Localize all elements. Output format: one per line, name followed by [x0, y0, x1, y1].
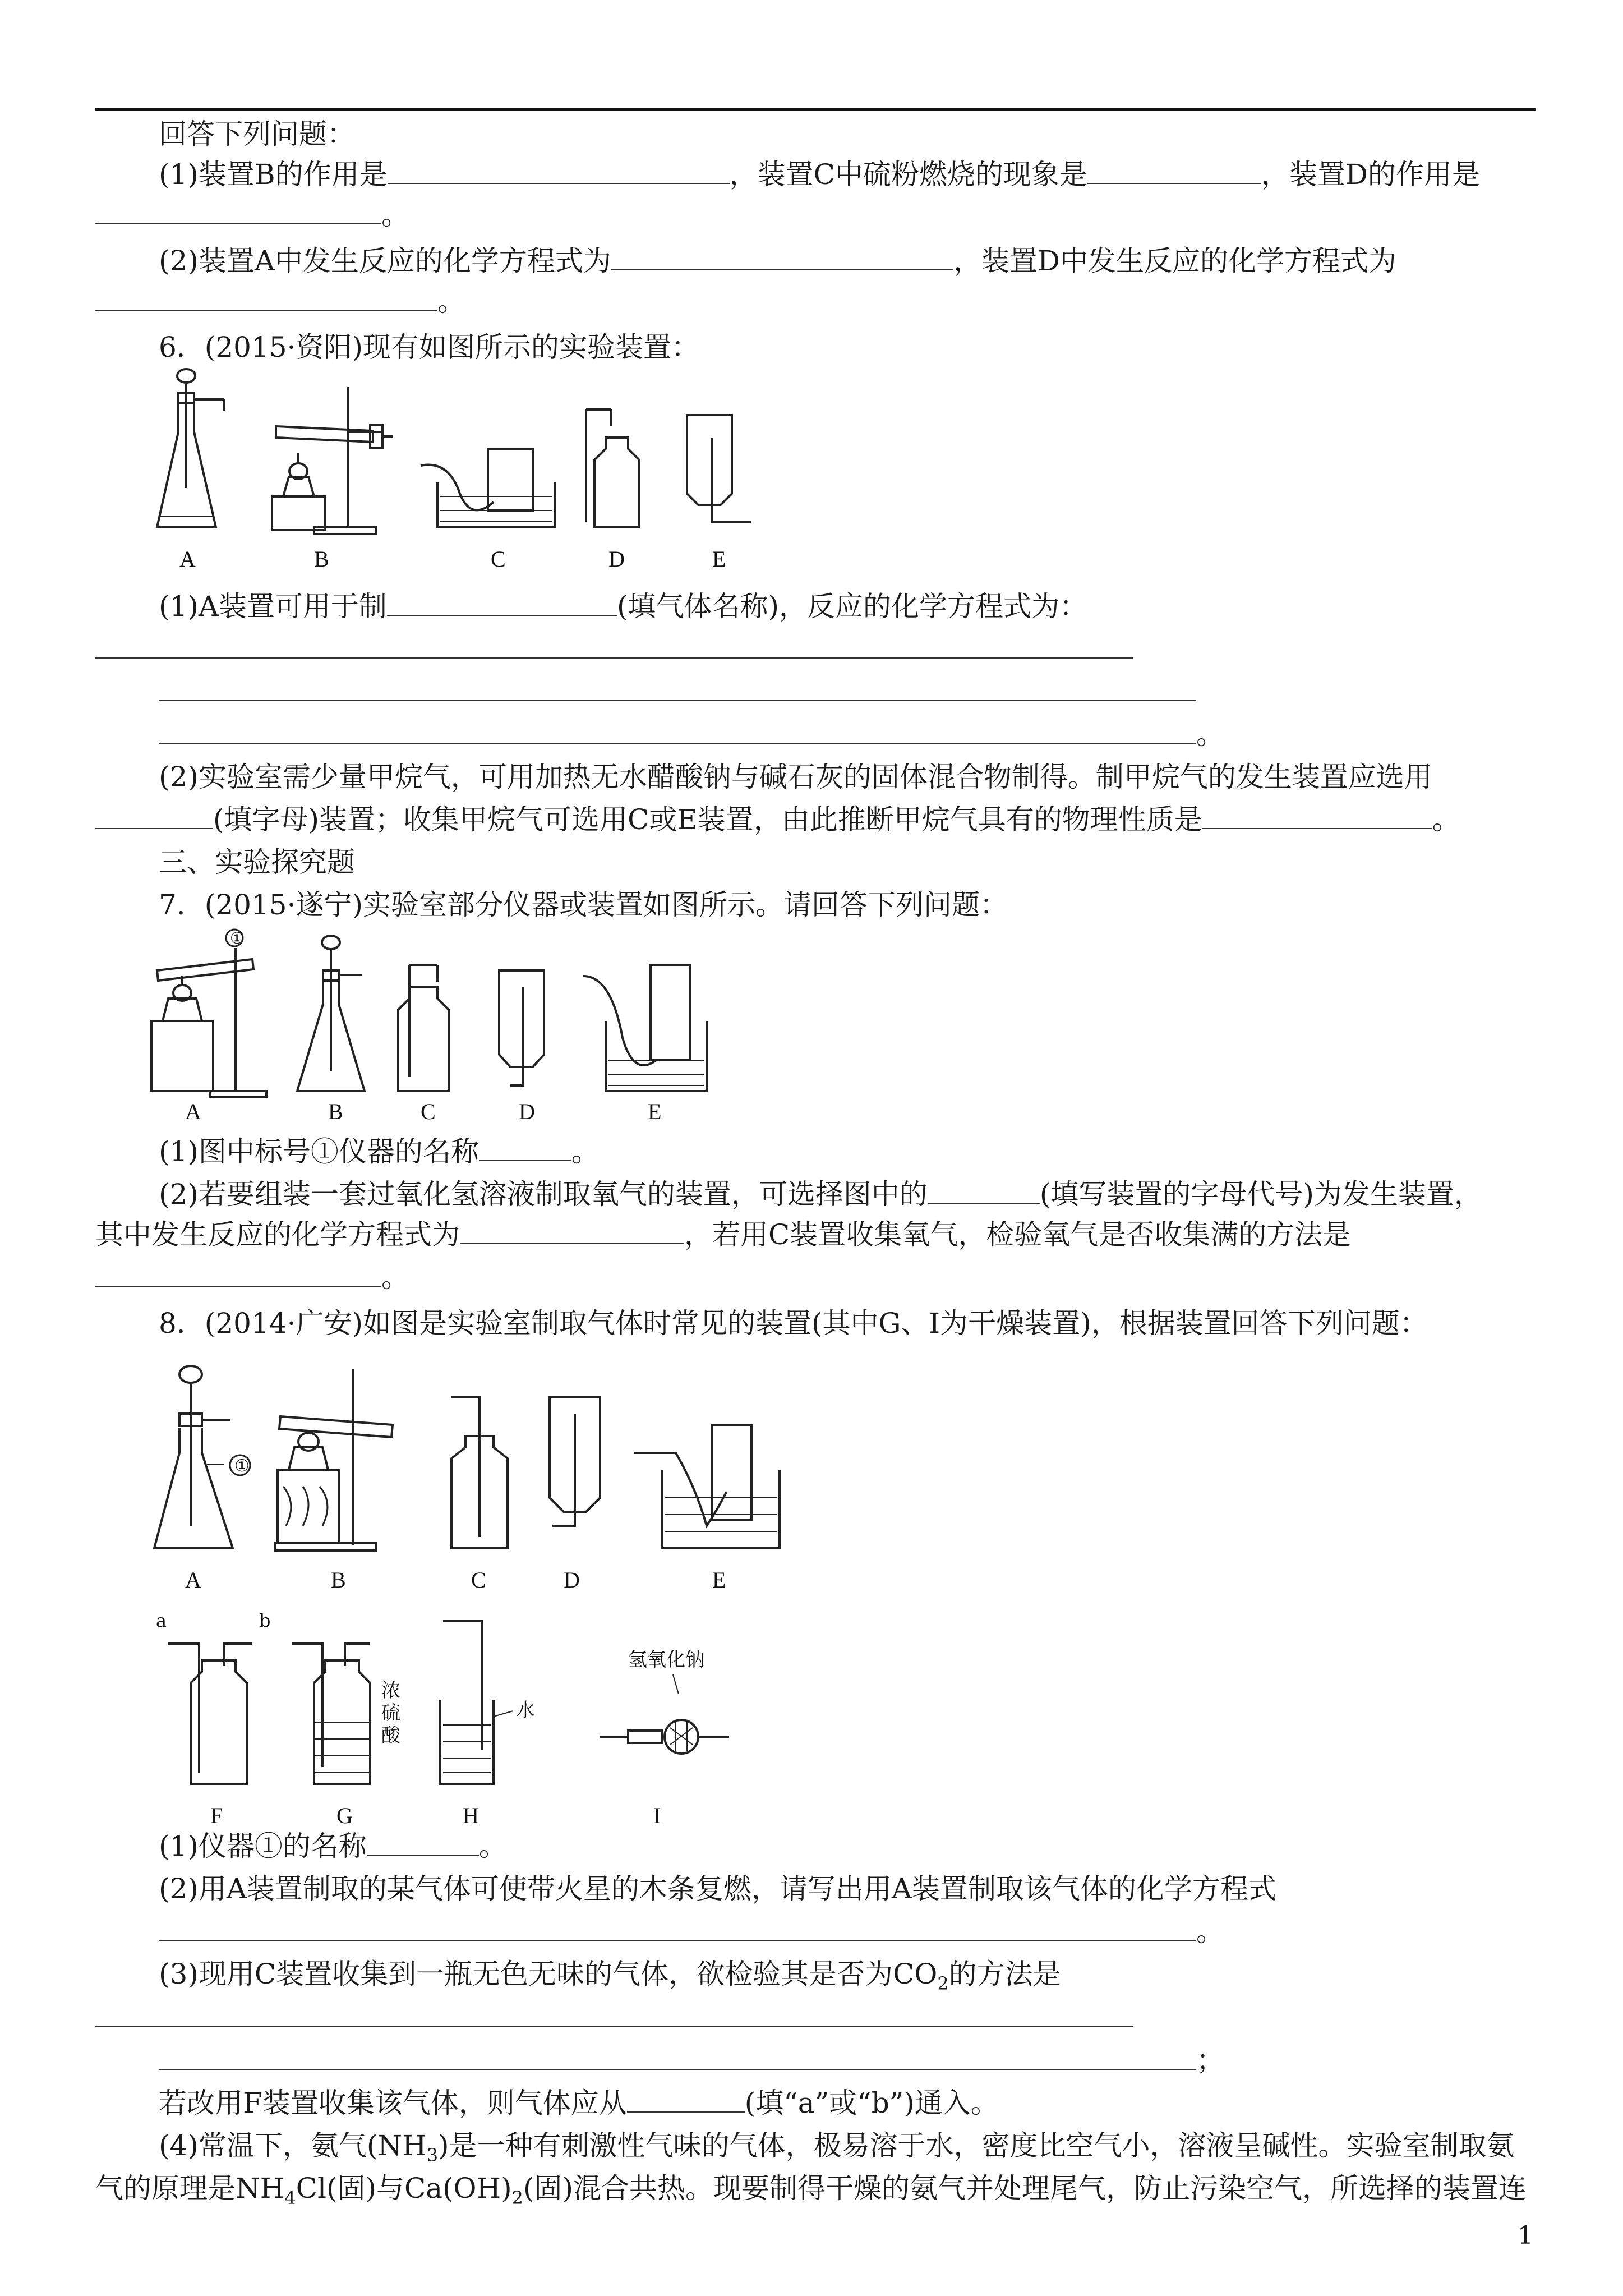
q8-apparatus-row2: [146, 1604, 763, 1829]
label-b: B: [314, 546, 329, 572]
q8-apparatus-h: [440, 1621, 535, 1784]
q8-p3-subscript: 2: [937, 1973, 949, 1994]
q8-p4-text-b: )是一种有刺激性气味的气体，极易溶于水，密度比空气小，溶液呈碱性。实验室制取氨: [438, 2129, 1515, 2162]
q8-apparatus-c: [451, 1397, 508, 1548]
q7-apparatus-figure: [146, 926, 763, 1122]
q8-part3-line4: [159, 2086, 999, 2120]
q8-part3-line3: [159, 2043, 1224, 2078]
q8-p4-subscript-2: 4: [284, 2187, 296, 2208]
answer-blank[interactable]: [611, 247, 953, 270]
q5-p2-end: 。: [437, 285, 465, 318]
q8-marker: ①: [234, 1456, 250, 1476]
label-c: C: [421, 1099, 436, 1122]
answer-blank[interactable]: [95, 2004, 1133, 2027]
label-water: 水: [516, 1699, 535, 1722]
q6-apparatus-e: [687, 415, 751, 522]
label-a: A: [185, 1567, 201, 1593]
q7-part1: [159, 1134, 600, 1169]
q8-p2-end: 。: [1196, 1915, 1224, 1948]
q5-part2-line2: [95, 284, 465, 319]
q6-p1-text-b: (填气体名称)，反应的化学方程式为：: [616, 590, 1087, 623]
q8-part3-line2: [95, 2000, 1133, 2035]
q6-apparatus-a: [157, 369, 224, 527]
answer-blank[interactable]: [928, 1180, 1040, 1204]
q8-part2-line2: [159, 1914, 1224, 1949]
q5-p1-text-a: (1)装置B的作用是: [159, 158, 388, 191]
q6-part2-line2: [95, 802, 1460, 837]
q8-apparatus-d: [550, 1397, 600, 1526]
q8-part4-line1: [159, 2128, 1515, 2173]
q8-p4-text-d: Cl(固)与Ca(OH): [296, 2172, 512, 2205]
q7-apparatus-b: [297, 936, 365, 1091]
q8-apparatus-e: [634, 1425, 780, 1548]
q8-part4-line2: [95, 2171, 1527, 2215]
q8-p3-end: ；: [1196, 2044, 1224, 2077]
answer-blank[interactable]: [159, 720, 1196, 744]
q7-apparatus-c: [398, 965, 449, 1091]
q5-p2-text-a: (2)装置A中发生反应的化学方程式为: [159, 245, 611, 277]
q8-stem: 8．(2014·广安)如图是实验室制取气体时常见的装置(其中G、I为干燥装置)，根据装置回答下列问题：: [159, 1307, 1428, 1340]
q8-part3-line1: [159, 1957, 1061, 2001]
q6-part1-line1: [159, 589, 1087, 624]
q5-p1-text-b: ，装置C中硫粉燃烧的现象是: [729, 158, 1087, 191]
q6-p2-text-b: (填字母)装置；收集甲烷气可选用C或E装置，由此推断甲烷气具有的物理性质是: [213, 803, 1202, 836]
answer-blank[interactable]: [1202, 806, 1432, 829]
q7-part2-line2: [95, 1217, 1350, 1252]
q8-p3-text-b: 的方法是: [948, 1958, 1061, 1990]
q8-apparatus-g: [292, 1644, 401, 1784]
q8-p3-text-a: (3)现用C装置收集到一瓶无色无味的气体，欲检验其是否为CO: [159, 1958, 938, 1990]
q6-part1-line2: [95, 632, 1133, 666]
answer-blank[interactable]: [1087, 160, 1261, 184]
q5-p1-text-c: ，装置D的作用是: [1261, 158, 1480, 191]
q7-apparatus-e: [583, 965, 707, 1091]
q7-p2-text-d: ，若用C装置收集氧气，检验氧气是否收集满的方法是: [684, 1218, 1351, 1251]
q6-part2-line1: (2)实验室需少量甲烷气，可用加热无水醋酸钠与碱石灰的固体混合物制得。制甲烷气的发生装置应选用: [159, 761, 1432, 793]
label-d: D: [608, 546, 625, 572]
label-f: F: [210, 1803, 223, 1828]
label-d: D: [519, 1099, 535, 1122]
q8-p4-subscript-1: 3: [426, 2145, 439, 2166]
label-e: E: [712, 546, 726, 572]
q7-stem: 7．(2015·遂宁)实验室部分仪器或装置如图所示。请回答下列问题：: [159, 889, 1008, 921]
label-c: C: [471, 1567, 486, 1593]
q7-apparatus-d: [499, 970, 544, 1085]
q7-p2-text-a: (2)若要组装一套过氧化氢溶液制取氧气的装置，可选择图中的: [159, 1178, 928, 1211]
q8-part2-line1: (2)用A装置制取的某气体可使带火星的木条复燃，请写出用A装置制取该气体的化学方程式: [159, 1872, 1277, 1905]
q8-p1-end: 。: [478, 1830, 507, 1862]
label-a: A: [185, 1099, 201, 1122]
port-b-label: b: [259, 1610, 271, 1631]
q5-part1-line2: [95, 197, 409, 232]
answer-blank[interactable]: [367, 1832, 479, 1856]
q8-apparatus-row1: [146, 1358, 819, 1593]
answer-blank[interactable]: [159, 2046, 1196, 2070]
q8-apparatus-f: [156, 1610, 270, 1784]
q5-part1-line1: [159, 157, 1480, 192]
q8-apparatus-a: [154, 1366, 250, 1548]
q7-marker: ①: [230, 929, 245, 947]
q8-p4-text-c: 气的原理是NH: [95, 2172, 285, 2205]
label-g: G: [336, 1803, 353, 1828]
q5-p2-text-b: ，装置D中发生反应的化学方程式为: [953, 245, 1397, 277]
answer-blank[interactable]: [95, 201, 381, 224]
q7-p2-text-b: (填写装置的字母代号)为发生装置，: [1039, 1178, 1482, 1211]
q6-apparatus-d: [586, 409, 639, 527]
answer-blank[interactable]: [460, 1221, 684, 1244]
answer-blank[interactable]: [159, 1917, 1196, 1941]
label-i: I: [653, 1803, 661, 1828]
answer-blank[interactable]: [95, 635, 1133, 659]
q6-p1-end: 。: [1196, 718, 1224, 751]
q7-p2-end: 。: [381, 1261, 409, 1294]
page-number: 1: [1518, 2221, 1533, 2250]
q8-p4-text-e: (固)混合共热。现要制得干燥的氨气并处理尾气，防止污染空气，所选择的装置连: [523, 2172, 1527, 2205]
answer-blank[interactable]: [95, 806, 213, 829]
q8-apparatus-b: [275, 1369, 393, 1550]
answer-blank[interactable]: [479, 1138, 571, 1161]
answer-blank[interactable]: [387, 592, 617, 616]
q7-p1-end: 。: [571, 1135, 600, 1168]
q7-apparatus-a: [151, 929, 266, 1097]
q7-p1-text-a: (1)图中标号①仪器的名称: [159, 1135, 479, 1168]
section-3-heading: 三、实验探究题: [159, 846, 355, 878]
answer-blank[interactable]: [627, 2089, 745, 2113]
answer-blank[interactable]: [159, 678, 1196, 701]
q8-p4-subscript-3: 2: [511, 2187, 524, 2208]
intro-text: 回答下列问题：: [159, 118, 355, 150]
label-b: B: [331, 1567, 346, 1593]
label-e: E: [712, 1567, 726, 1593]
q7-part2-line3: [95, 1260, 409, 1295]
label-d: D: [564, 1567, 580, 1593]
label-c: C: [491, 546, 506, 572]
q8-p3-text-d: (填“a”或“b”)通入。: [744, 2087, 999, 2119]
label-sodium-hydroxide: 氢氧化钠: [628, 1649, 704, 1671]
answer-blank[interactable]: [95, 1263, 381, 1287]
header-rule: [95, 108, 1536, 111]
port-a-label: a: [156, 1610, 167, 1631]
q7-part2-line1: [159, 1177, 1482, 1212]
label-e: E: [648, 1099, 662, 1122]
q6-part1-line4: [159, 717, 1224, 752]
label-b: B: [328, 1099, 343, 1122]
q5-part2-line1: [159, 243, 1396, 278]
q6-p1-text-a: (1)A装置可用于制: [159, 590, 387, 623]
q8-p3-text-c: 若改用F装置收集该气体，则气体应从: [159, 2087, 627, 2119]
q6-apparatus-c: [421, 449, 555, 527]
q6-apparatus-figure: [146, 359, 791, 578]
label-a: A: [179, 546, 196, 572]
label-concentrated-sulfuric-acid: 浓硫酸: [381, 1680, 400, 1747]
q8-part1: [159, 1829, 507, 1864]
q7-p2-text-c: 其中发生反应的化学方程式为: [95, 1218, 460, 1251]
q8-p4-text-a: (4)常温下，氨气(NH: [159, 2129, 427, 2162]
q5-p1-end: 。: [381, 199, 409, 231]
q6-part1-line3: [159, 674, 1196, 709]
answer-blank[interactable]: [388, 160, 730, 184]
q6-apparatus-b: [272, 387, 393, 534]
answer-blank[interactable]: [95, 287, 437, 311]
q6-p2-end: 。: [1432, 803, 1460, 836]
q8-apparatus-i: [600, 1649, 729, 1754]
q8-p1-text-a: (1)仪器①的名称: [159, 1830, 367, 1862]
q6-stem: 6．(2015·资阳)现有如图所示的实验装置：: [159, 331, 699, 364]
label-h: H: [463, 1803, 479, 1828]
